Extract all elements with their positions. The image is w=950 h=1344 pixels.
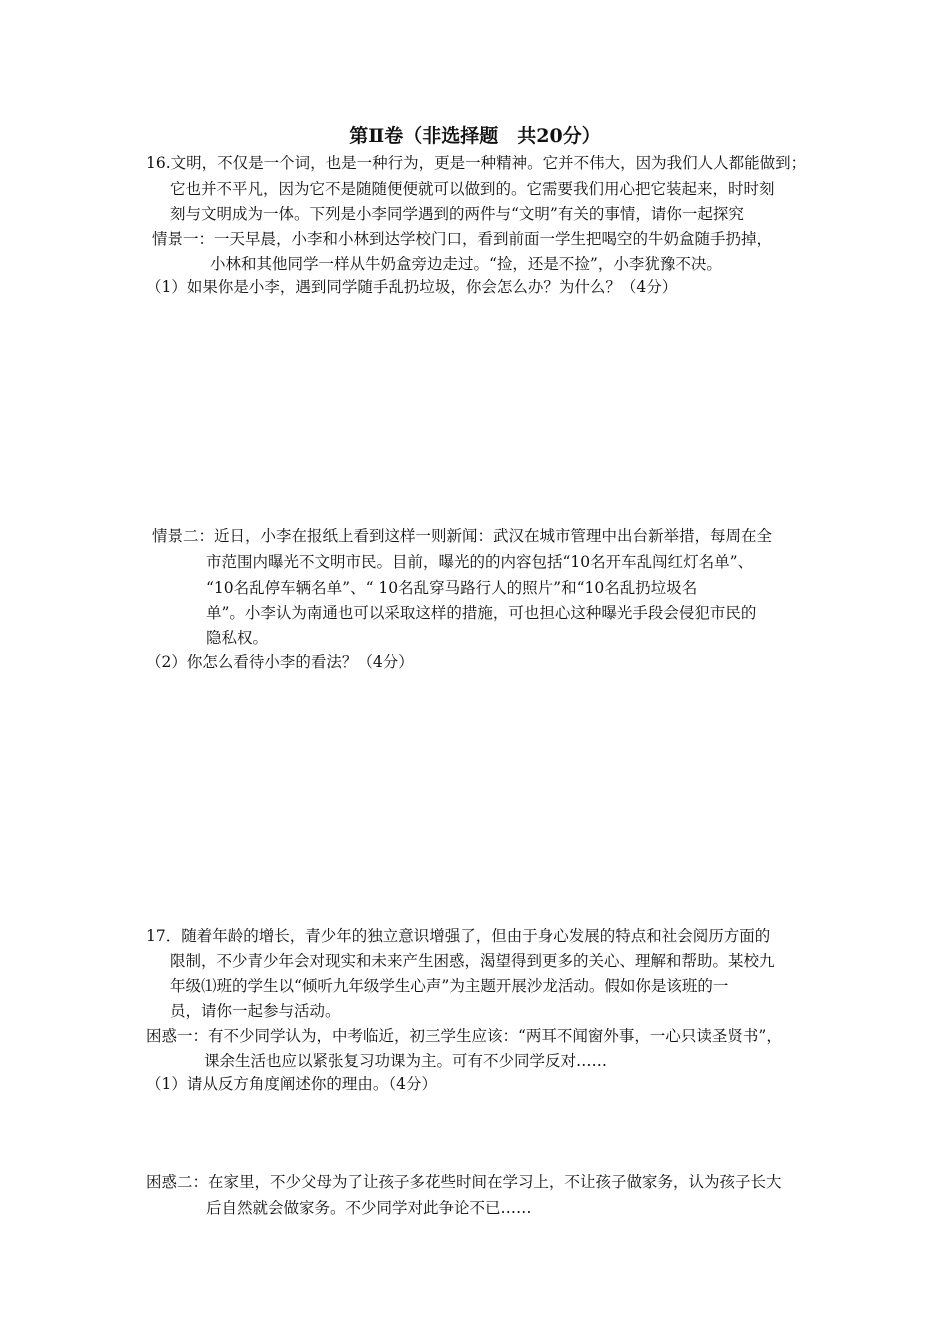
q16-intro-line: 它也并不平凡，因为它不是随随便便就可以做到的。它需要我们用心把它装起来，时时刻 <box>170 180 775 198</box>
q16-scene2-line: 情景二：近日，小李在报纸上看到这样一则新闻：武汉在城市管理中出台新举措，每周在全 <box>152 527 773 545</box>
q17-intro-line: 年级⑴班的学生以“倾听九年级学生心声”为主题开展沙龙活动。假如你是该班的一 <box>170 977 729 995</box>
q16-scene2-line: 隐私权。 <box>206 629 269 647</box>
q16-scene1-line: 小林和其他同学一样从牛奶盒旁边走过。“捡，还是不捡”，小李犹豫不决。 <box>210 255 722 273</box>
q16-scene2-line: 市范围内曝光不文明市民。目前，曝光的的内容包括“10名开车乱闯红灯名单”、 <box>206 553 754 571</box>
q16-scene1-line: 情景一：一天早晨，小李和小林到达学校门口，看到前面一学生把喝空的牛奶盒随手扔掉， <box>152 230 773 248</box>
q17-doubt1-line: 课余生活也应以紧张复习功课为主。可有不少同学反对…… <box>204 1052 608 1070</box>
q17-intro-line: 17．随着年龄的增长，青少年的独立意识增强了，但由于身心发展的特点和社会阅历方面的 <box>146 927 771 945</box>
q16-subquestion-2: （2）你怎么看待小李的看法？（4分） <box>146 653 414 671</box>
q17-doubt1-line: 困惑一：有不少同学认为，中考临近，初三学生应该：“两耳不闻窗外事，一心只读圣贤书”， <box>146 1027 782 1045</box>
q16-scene2-line: 单”。小李认为南通也可以采取这样的措施，可也担心这种曝光手段会侵犯市民的 <box>206 604 757 622</box>
q17-intro-line: 限制，不少青少年会对现实和未来产生困惑，渴望得到更多的关心、理解和帮助。某校九 <box>170 952 775 970</box>
section-title: 第Ⅱ卷（非选择题 共20分） <box>349 125 601 147</box>
q17-doubt2-line: 后自然就会做家务。不少同学对此争论不已…… <box>206 1199 532 1217</box>
q17-doubt2-line: 困惑二：在家里，不少父母为了让孩子多花些时间在学习上，不让孩子做家务，认为孩子长大 <box>146 1173 782 1191</box>
q16-intro-line: 16.文明，不仅是一个词，也是一种行为，更是一种精神。它并不伟大，因为我们人人都能做到； <box>146 154 807 172</box>
q16-subquestion-1: （1）如果你是小李，遇到同学随手乱扔垃圾，你会怎么办？为什么？（4分） <box>146 278 678 296</box>
q16-scene2-line: “10名乱停车辆名单”、“ 10名乱穿马路行人的照片”和“10名乱扔垃圾名 <box>206 579 698 597</box>
q17-subquestion-1: （1）请从反方角度阐述你的理由。（4分） <box>146 1075 437 1093</box>
q16-intro-line: 刻与文明成为一体。下列是小李同学遇到的两件与“文明”有关的事情，请你一起探究 <box>170 205 744 223</box>
q17-intro-line: 员，请你一起参与活动。 <box>170 1002 341 1020</box>
